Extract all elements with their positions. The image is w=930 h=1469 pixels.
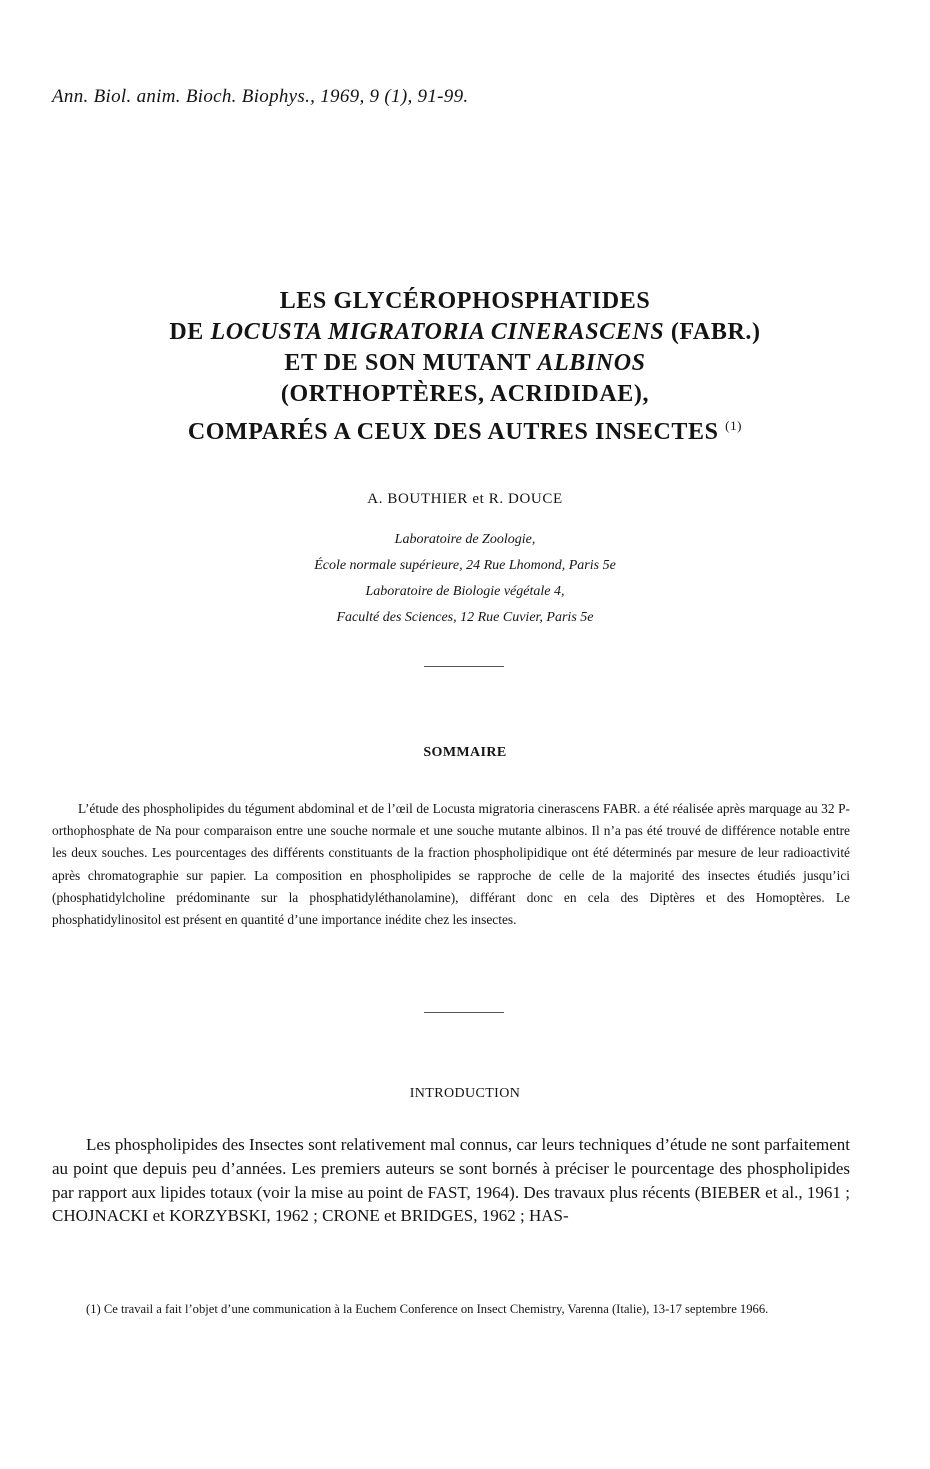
title-line-3-prefix: ET DE SON MUTANT (284, 350, 538, 376)
separator-rule (424, 666, 504, 667)
introduction-text (52, 1133, 850, 1228)
title-line-2 (60, 317, 870, 348)
title-line-3 (60, 348, 870, 379)
title-line-4: (ORTHOPTÈRES, ACRIDIDAE), (280, 381, 650, 407)
sommaire-paragraph: L’étude des phospholipides du tégument abdominal et de l’œil de Locusta migratoria cinerascens FABR. a été réalisée après marquage au 32 P-orthophosphate de Na pour comparaison entre une souche normale et une souche mutante albinos. Il n’a pas été trouvé de différence notable entre les deux souches. Les pourcentages des différents constituants de la fraction phospholipidique ont été déterminés par mesure de leur radioactivité après chromatographie sur papier. La composition en phospholipides se rapproche de celle de la majorité des insectes étudiés jusqu’ici (phosphatidylcholine prédominante sur la phosphatidyléthanolamine), différant donc en cela des Diptères et des Homoptères. Le phosphatidylinositol est présent en quantité d’une importance inédite chez les insectes. (52, 801, 850, 928)
title-line-2-prefix: DE (169, 319, 211, 345)
title-line-1: LES GLYCÉROPHOSPHATIDES (279, 288, 651, 314)
affiliation-2: École normale supérieure, 24 Rue Lhomond, Paris 5e (314, 558, 616, 573)
affiliation-3: Laboratoire de Biologie végétale 4, (365, 584, 565, 599)
title-mutant: ALBINOS (537, 350, 646, 376)
introduction-heading: INTRODUCTION (409, 1086, 521, 1101)
title-line-5 (60, 410, 870, 448)
title-line-2-suffix: (FABR.) (664, 319, 761, 345)
affiliation-4: Faculté des Sciences, 12 Rue Cuvier, Paris 5e (336, 610, 594, 625)
authors: A. BOUTHIER et R. DOUCE (367, 491, 563, 507)
affiliation-1: Laboratoire de Zoologie, (394, 532, 536, 547)
title-footnote-marker: (1) (725, 418, 743, 433)
sommaire-heading: SOMMAIRE (423, 745, 507, 760)
footnote-text: (1) Ce travail a fait l’objet d’une communication à la Euchem Conference on Insect Chemistry, Varenna (Italie), 13-17 septembre 1966. (86, 1302, 769, 1316)
footnote (52, 1300, 850, 1319)
title-species: LOCUSTA MIGRATORIA CINERASCENS (210, 319, 665, 345)
title-line-5-text: COMPARÉS A CEUX DES AUTRES INSECTES (187, 419, 719, 445)
introduction-paragraph: Les phospholipides des Insectes sont relativement mal connus, car leurs techniques d’étude ne sont parfaitement au point que depuis peu d’années. Les premiers auteurs se sont bornés à préciser le pourcentage des phospholipides par rapport aux lipides totaux (voir la mise au point de FAST, 1964). Des travaux plus récents (BIEBER et al., 1961 ; CHOJNACKI et KORZYBSKI, 1962 ; CRONE et BRIDGES, 1962 ; HAS- (52, 1135, 850, 1226)
journal-reference: Ann. Biol. anim. Bioch. Biophys., 1969, 9 (1), 91-99. (52, 86, 469, 107)
sommaire-text (52, 798, 850, 931)
separator-rule (424, 1012, 504, 1013)
